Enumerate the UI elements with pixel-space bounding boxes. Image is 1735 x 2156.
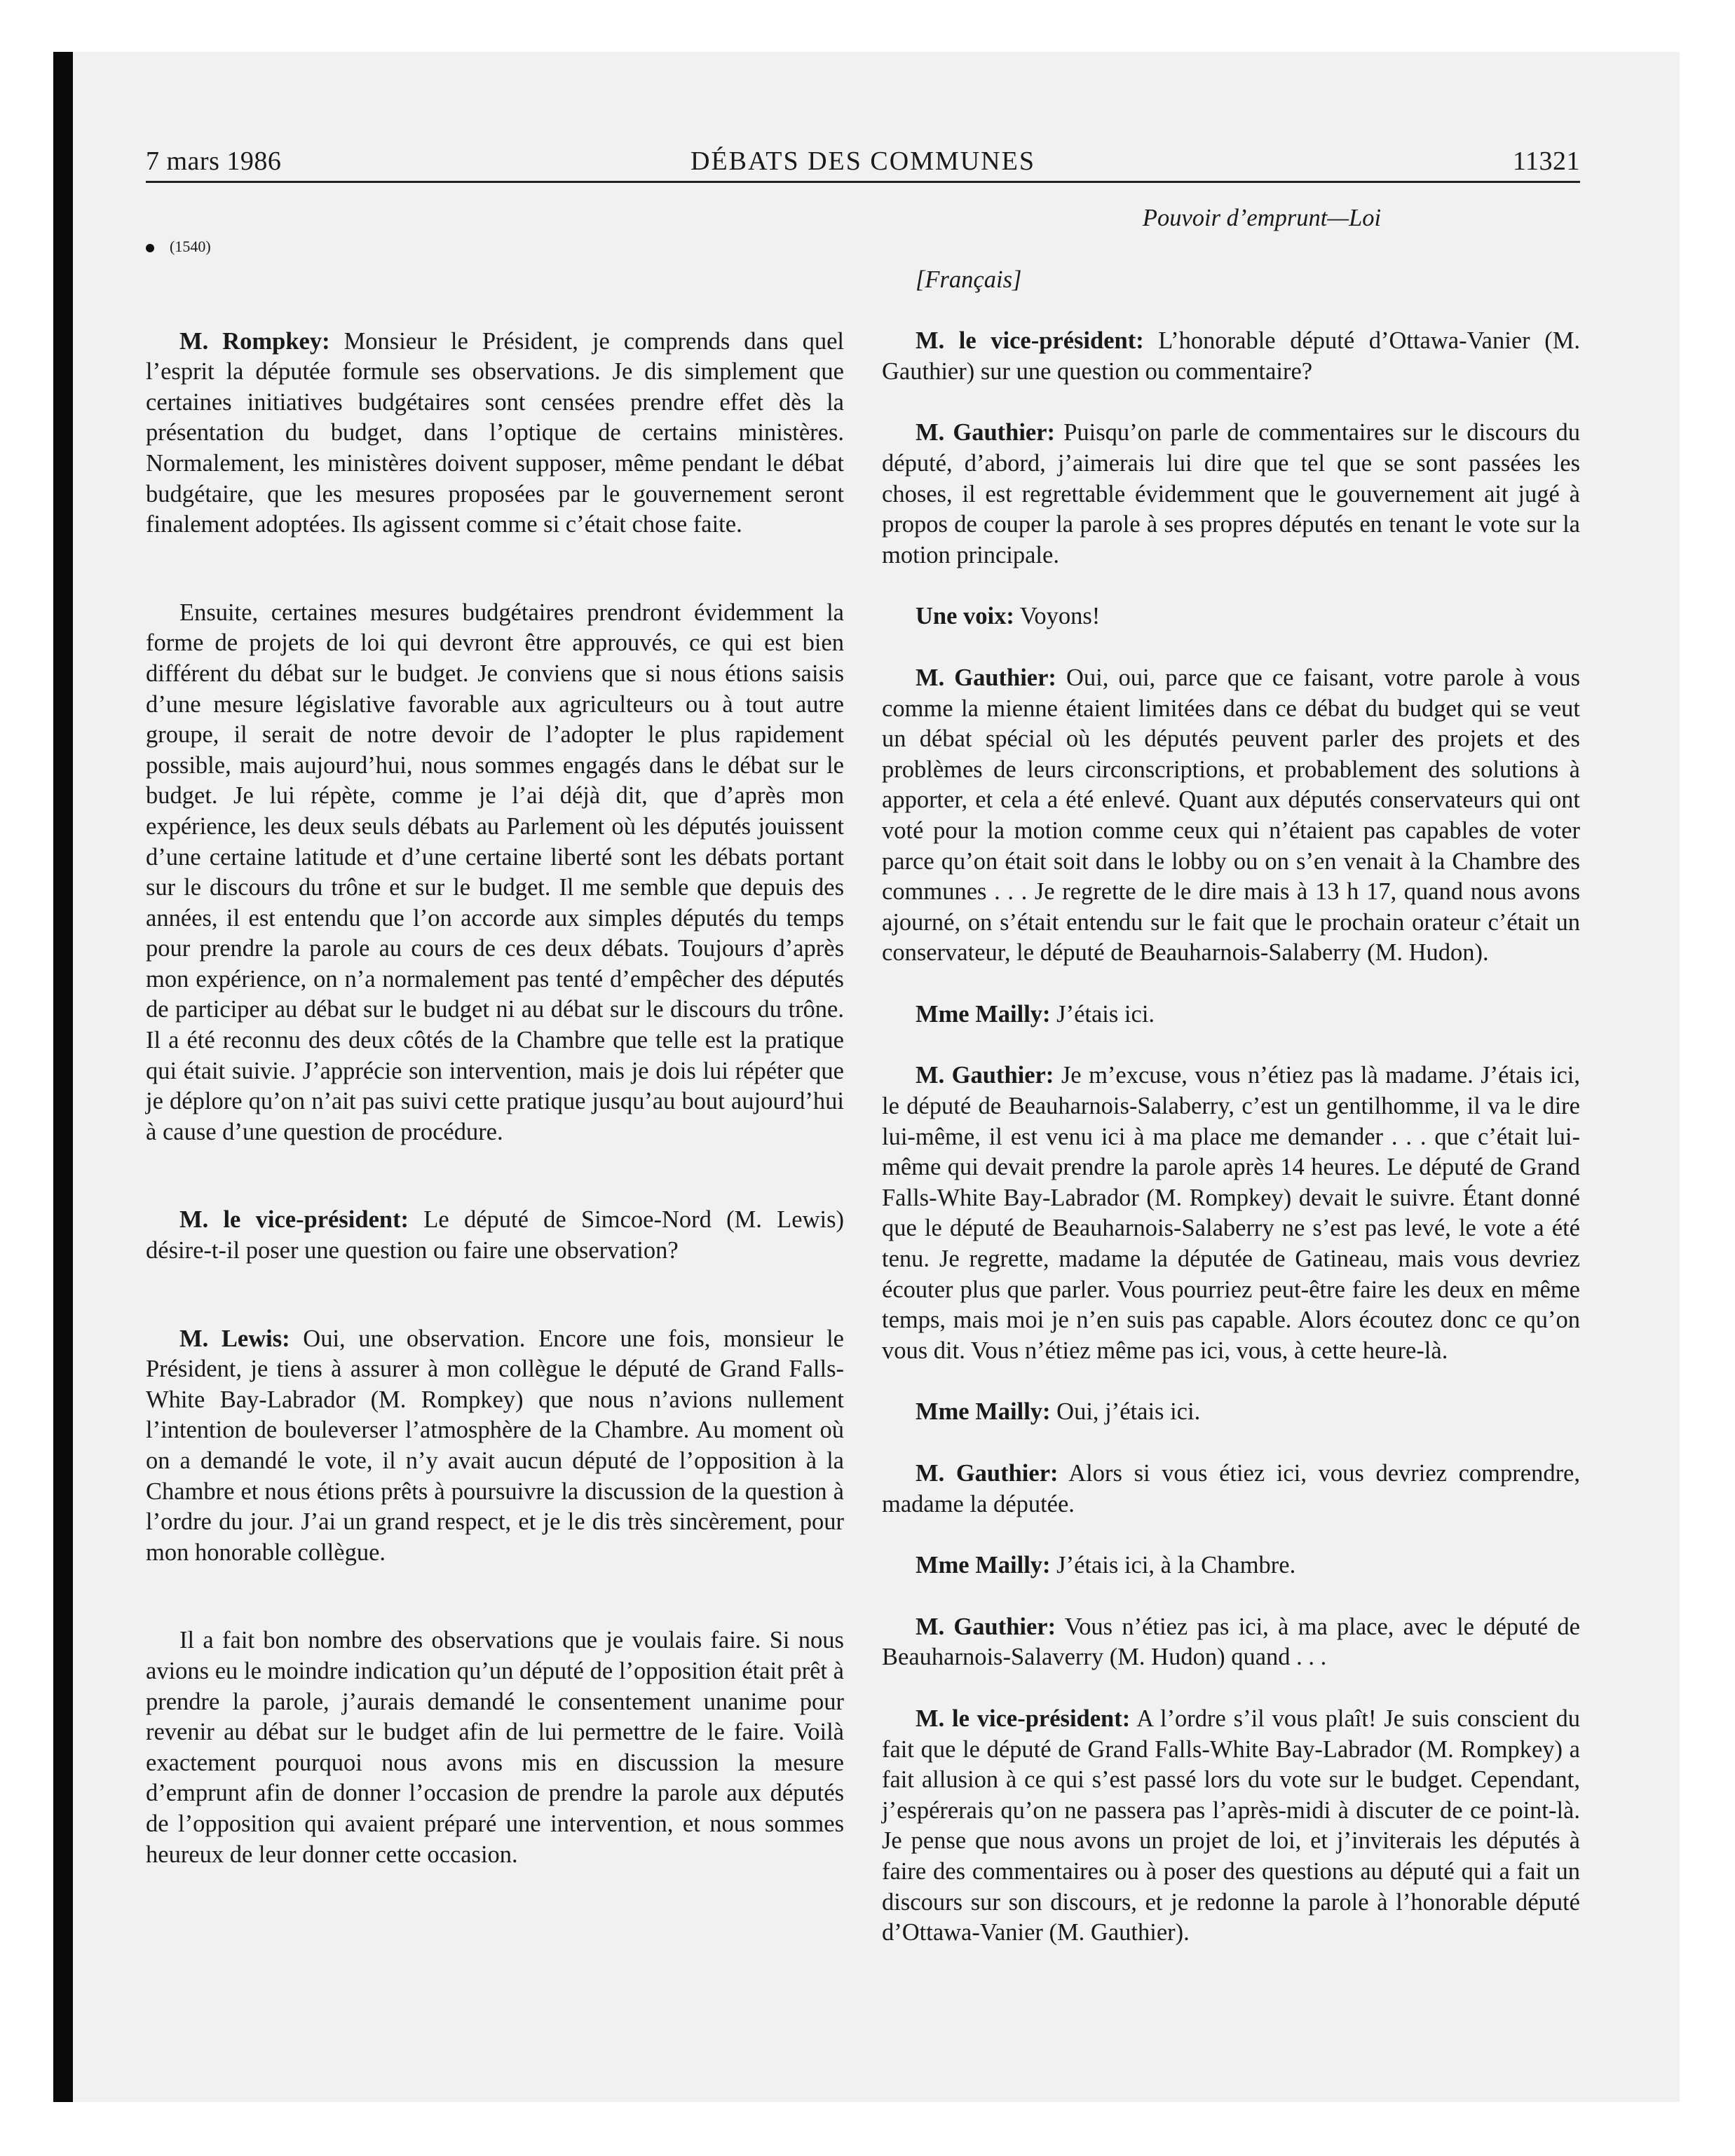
speaker-name: M. Rompkey: — [179, 327, 330, 355]
paragraph-text: J’étais ici. — [1050, 1000, 1155, 1028]
paragraph — [882, 999, 1580, 1030]
paragraph — [882, 1060, 1580, 1366]
paragraph — [882, 326, 1580, 387]
speaker-name: M. le vice-président: — [916, 1705, 1131, 1732]
paragraph-text: Il a fait bon nombre des observations que je voulais faire. Si nous avions eu le moindre indication qu’un député de l’opposition était prêt à prendre la parole, j’aurais demandé le consentement unanime pour revenir au débat sur le budget afin de lui permettre de le faire. Voilà exactement pourquoi nous avons mis en discussion la mesure d’emprunt afin de donner l’occasion de prendre la parole aux députés de l’opposition qui avaient préparé une intervention, et nous sommes heureux de leur donner cette occasion. — [146, 1627, 844, 1868]
paragraph-text: Monsieur le Président, je comprends dans quel l’esprit la députée formule ses observations. Je dis simplement que certaines initiatives budgétaires sont censées prendre effet dès la présentation du budget, dans l’optique de certains ministères. Normalement, les ministères doivent supposer, même pendant le débat budgétaire, que les mesures proposées par le gouvernement seront finalement adoptées. Ils agissent comme si c’était chose faite. — [146, 327, 844, 538]
speaker-name: Une voix: — [916, 603, 1014, 630]
speaker-name: Mme Mailly: — [916, 1552, 1051, 1579]
speaker-name: M. le vice-président: — [179, 1206, 409, 1234]
paragraph — [882, 1704, 1580, 1949]
paragraph-text: Alors si vous étiez ici, vous devriez comprendre, madame la députée. — [882, 1460, 1580, 1517]
paragraph — [146, 1324, 844, 1569]
time-marker: (1540) — [146, 231, 844, 262]
paragraph — [882, 1397, 1580, 1428]
paragraph-text: L’honorable député d’Ottawa-Vanier (M. Gauthier) sur une question ou commentaire? — [882, 327, 1580, 385]
speaker-name: M. Gauthier: — [916, 1613, 1056, 1640]
paragraph-text: Vous n’étiez pas ici, à ma place, avec le député de Beauharnois-Salaverry (M. Hudon) quand . . . — [882, 1613, 1580, 1671]
paragraph-text: Voyons! — [1014, 603, 1101, 630]
paragraph-text: Puisqu’on parle de commentaires sur le discours du député, d’abord, j’aimerais lui dire que tel que se sont passées les choses, il est regrettable évidemment que le gouvernement ait jugé à propos de couper la parole à ses propres députés en tenant le vote sur la motion principale. — [882, 419, 1580, 568]
bullet-icon — [146, 244, 154, 252]
paragraph-text: J’étais ici, à la Chambre. — [1050, 1552, 1296, 1579]
paragraph-text: Je m’excuse, vous n’étiez pas là madame. J’étais ici, le député de Beauharnois-Salaberry, c’est un gentilhomme, il va le dire lui-même, il est venu ici à ma place me demander . . . que c’était lui-même qui devait prendre la parole après 14 heures. Le député de Grand Falls-White Bay-Labrador (M. Rompkey) devait le suivre. Étant donné que le député de Beauharnois-Salaberry ne s’est pas levé, le vote a été tenu. Je regrette, madame la députée de Gatineau, mais vous devriez écouter plus que parler. Vous pourriez peut-être faire les deux en même temps, mais moi je n’en suis pas capable. Alors écoutez donc ce qu’on vous dit. Vous n’étiez même pas ici, vous, à cette heure-là. — [882, 1062, 1580, 1364]
paragraph — [146, 1625, 844, 1870]
header-date: 7 mars 1986 — [146, 146, 282, 176]
speaker-name: Mme Mailly: — [916, 1000, 1051, 1028]
speaker-name: Mme Mailly: — [916, 1398, 1051, 1426]
paragraph — [882, 1459, 1580, 1520]
paragraph — [882, 418, 1580, 571]
left-column — [146, 203, 844, 1901]
page-header — [146, 146, 1580, 185]
header-rule — [146, 181, 1580, 183]
right-column — [882, 203, 1580, 1979]
section-title: Pouvoir d’emprunt—Loi — [1142, 205, 1382, 231]
speaker-name: M. Gauthier: — [916, 1460, 1059, 1487]
paragraph — [882, 1550, 1580, 1581]
paragraph-text: A l’ordre s’il vous plaît! Je suis conscient du fait que le député de Grand Falls-White Bay-Labrador (M. Rompkey) a fait allusion à ce qui s’est passé lors du vote sur le budget. Cependant, j’espérerais qu’on ne passera pas l’après-midi à discuter de ce point-là. Je pense que nous avons un projet de loi, et j’inviterais les députés à faire des commentaires ou à poser des questions au député qui a fait un discours sur son discours, et je redonne la parole à l’honorable député d’Ottawa-Vanier (M. Gauthier). — [882, 1705, 1580, 1946]
paragraph — [146, 327, 844, 540]
paragraph — [882, 1612, 1580, 1673]
paragraph — [882, 601, 1580, 632]
paragraph-text: Le député de Simcoe-Nord (M. Lewis) désire-t-il poser une question ou faire une observation? — [146, 1206, 844, 1264]
paragraph — [146, 598, 844, 1148]
header-title: DÉBATS DES COMMUNES — [690, 146, 1035, 176]
paragraph — [882, 663, 1580, 969]
paragraph-text: Ensuite, certaines mesures budgétaires prendront évidemment la forme de projets de loi qui devront être approuvés, ce qui est bien différent du débat sur le budget. Je conviens que si nous étions saisis d’une mesure législative favorable aux agriculteurs ou à tout autre groupe, il serait de notre devoir de l’adopter le plus rapidement possible, mais aujourd’hui, nous sommes engagés dans le débat sur le budget. Je lui répète, comme je l’ai déjà dit, que d’après mon expérience, les deux seuls débats au Parlement où les députés jouissent d’une certaine latitude et d’une certaine liberté sont les débats portant sur le discours du trône et sur le budget. Il me semble que depuis des années, il est entendu que l’on accorde aux simples députés du temps pour prendre la parole au cours de ces deux débats. Toujours d’après mon expérience, on n’a normalement pas tenté d’empêcher des députés de participer au débat sur le budget ni au débat sur le discours du trône. Il a été reconnu des deux côtés de la Chambre que telle est la pratique qui était suivie. J’apprécie son intervention, mais je dois lui répéter que je déplore qu’on n’ait pas suivi cette pratique jusqu’au bout aujourd’hui à cause d’une question de procédure. — [146, 599, 844, 1145]
paragraph-text: Oui, j’étais ici. — [1050, 1398, 1201, 1426]
speaker-name: M. Gauthier: — [916, 664, 1056, 691]
paragraph-text: Oui, oui, parce que ce faisant, votre parole à vous comme la mienne étaient limitées dans ce débat du budget qui se veut un débat spécial où les députés peuvent parler des projets et des problèmes de leurs circonscriptions, et probablement des solutions à apporter, et cela a été enlevé. Quant aux députés conservateurs qui ont voté pour la motion comme ceux qui n’étaient pas capables de voter parce qu’on était soit dans le lobby ou on s’en venait à la Chambre des communes . . . Je regrette de le dire mais à 13 h 17, quand nous avons ajourné, on s’était entendu sur le fait que le prochain orateur c’était un conservateur, le député de Beauharnois-Salaberry (M. Hudon). — [882, 664, 1580, 967]
language-tag: [Français] — [916, 266, 1022, 293]
speaker-name: M. le vice-président: — [916, 327, 1144, 355]
speaker-name: M. Gauthier: — [916, 1062, 1054, 1089]
scan-edge — [53, 52, 73, 2102]
speaker-name: M. Gauthier: — [916, 419, 1056, 446]
header-page-number: 11321 — [1512, 146, 1580, 176]
paragraph — [146, 1205, 844, 1266]
speaker-name: M. Lewis: — [179, 1325, 290, 1352]
paragraph-text: Oui, une observation. Encore une fois, monsieur le Président, je tiens à assurer à mon collègue le député de Grand Falls-White Bay-Labrador (M. Rompkey) que nous n’avions nullement l’intention de bouleverser l’atmosphère de la Chambre. Au moment où on a demandé le vote, il n’y avait aucun député de l’opposition à la Chambre et nous étions prêts à poursuivre la discussion de la question à l’ordre du jour. J’ai un grand respect, et je le dis très sincèrement, pour mon honorable collègue. — [146, 1325, 844, 1566]
